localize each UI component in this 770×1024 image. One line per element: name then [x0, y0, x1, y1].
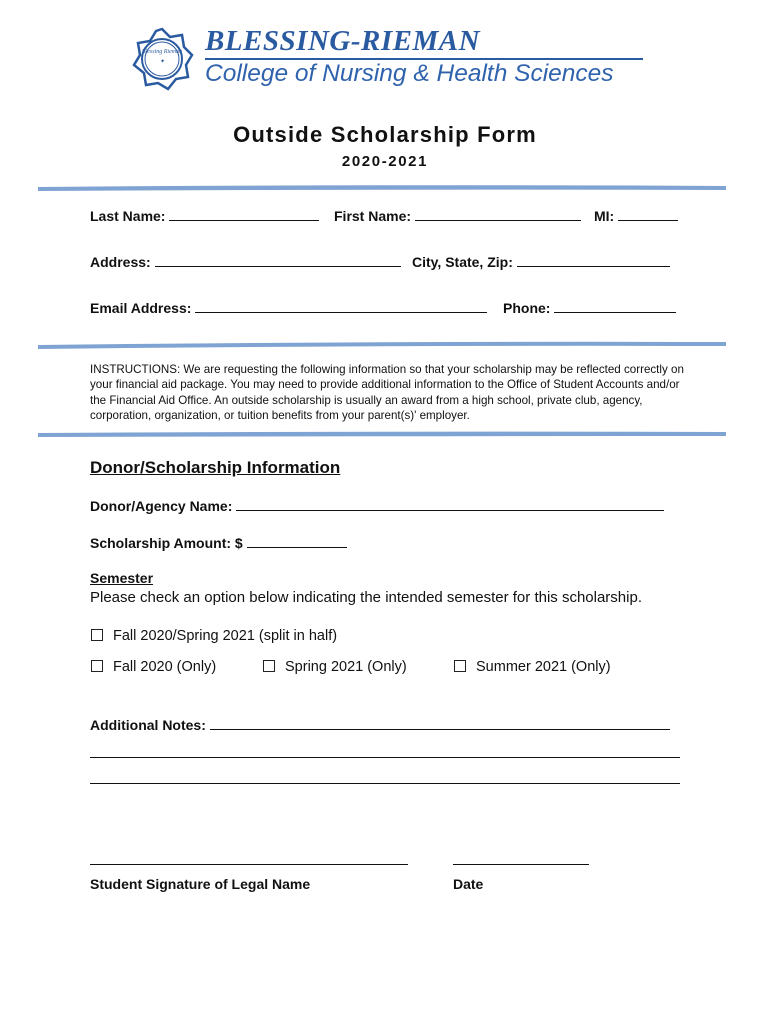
semester-option[interactable] [91, 628, 337, 644]
phone-row [503, 299, 676, 316]
city-state-zip-row [412, 253, 670, 270]
notes-line-2[interactable] [90, 757, 680, 758]
checkbox-spring-only[interactable] [263, 660, 275, 672]
last-name-label: Last Name: [90, 208, 166, 224]
email-field[interactable] [195, 299, 487, 313]
checkbox-fall-only[interactable] [91, 660, 103, 672]
college-seal-logo [130, 27, 194, 91]
form-title: Outside Scholarship Form [233, 122, 537, 147]
semester-option[interactable] [263, 659, 407, 675]
city-state-zip-field[interactable] [517, 253, 670, 267]
city-state-zip-label: City, State, Zip: [412, 254, 513, 270]
phone-label: Phone: [503, 300, 551, 316]
option-label: Spring 2021 (Only) [285, 659, 407, 675]
signature-line[interactable] [90, 864, 408, 865]
option-label: Fall 2020 (Only) [113, 659, 217, 675]
semester-heading: Semester [90, 570, 154, 586]
donor-agency-row [90, 497, 664, 514]
divider-band-middle [38, 340, 726, 350]
address-row [90, 253, 401, 270]
instructions-text: INSTRUCTIONS: We are requesting the following information so that your scholarship may be reflected correctly on your financial aid package. You may need to provide additional information to the Office of Student Accounts and/or the Financial Aid Office. An outside scholarship is usually an award from a high school, private club, agency, corporation, organization, or tuition benefits from your parent(s)' employer. [90, 363, 684, 423]
last-name-field[interactable] [169, 207, 319, 221]
svg-text:✦: ✦ [159, 59, 165, 65]
semester-option[interactable] [91, 659, 216, 675]
semester-prompt: Please check an option below indicating the intended semester for this scholarship. [90, 589, 642, 606]
donor-agency-field[interactable] [236, 497, 664, 511]
scholarship-amount-label: Scholarship Amount: $ [90, 535, 243, 551]
email-row [90, 299, 487, 316]
form-year: 2020-2021 [341, 153, 429, 170]
scholarship-amount-row [90, 534, 347, 551]
scholarship-amount-field[interactable] [247, 534, 347, 548]
donor-section-heading: Donor/Scholarship Information [90, 458, 341, 477]
institution-name: BLESSING-RIEMAN [205, 25, 481, 57]
divider-band-top [38, 183, 726, 193]
last-name-row [90, 207, 319, 224]
mi-label: MI: [594, 208, 615, 224]
address-label: Address: [90, 254, 151, 270]
mi-field[interactable] [618, 207, 678, 221]
checkbox-fall-spring-split[interactable] [91, 629, 103, 641]
mi-row [594, 207, 678, 224]
additional-notes-row [90, 716, 670, 733]
additional-notes-label: Additional Notes: [90, 717, 206, 733]
date-line[interactable] [453, 864, 589, 865]
additional-notes-field[interactable] [210, 716, 670, 730]
notes-line-3[interactable] [90, 783, 680, 784]
phone-field[interactable] [554, 299, 676, 313]
institution-subtitle: College of Nursing & Health Sciences [205, 60, 614, 87]
checkbox-summer-only[interactable] [454, 660, 466, 672]
first-name-row [334, 207, 581, 224]
email-label: Email Address: [90, 300, 192, 316]
seal-lettering: Blessing Rieman [141, 49, 183, 55]
address-field[interactable] [155, 253, 401, 267]
donor-agency-label: Donor/Agency Name: [90, 498, 233, 514]
divider-band-bottom [38, 429, 726, 439]
option-label: Summer 2021 (Only) [476, 659, 611, 675]
first-name-field[interactable] [415, 207, 581, 221]
signature-label: Student Signature of Legal Name [90, 876, 311, 892]
option-label: Fall 2020/Spring 2021 (split in half) [113, 628, 338, 644]
date-label: Date [453, 876, 484, 892]
semester-option[interactable] [454, 659, 611, 675]
first-name-label: First Name: [334, 208, 412, 224]
